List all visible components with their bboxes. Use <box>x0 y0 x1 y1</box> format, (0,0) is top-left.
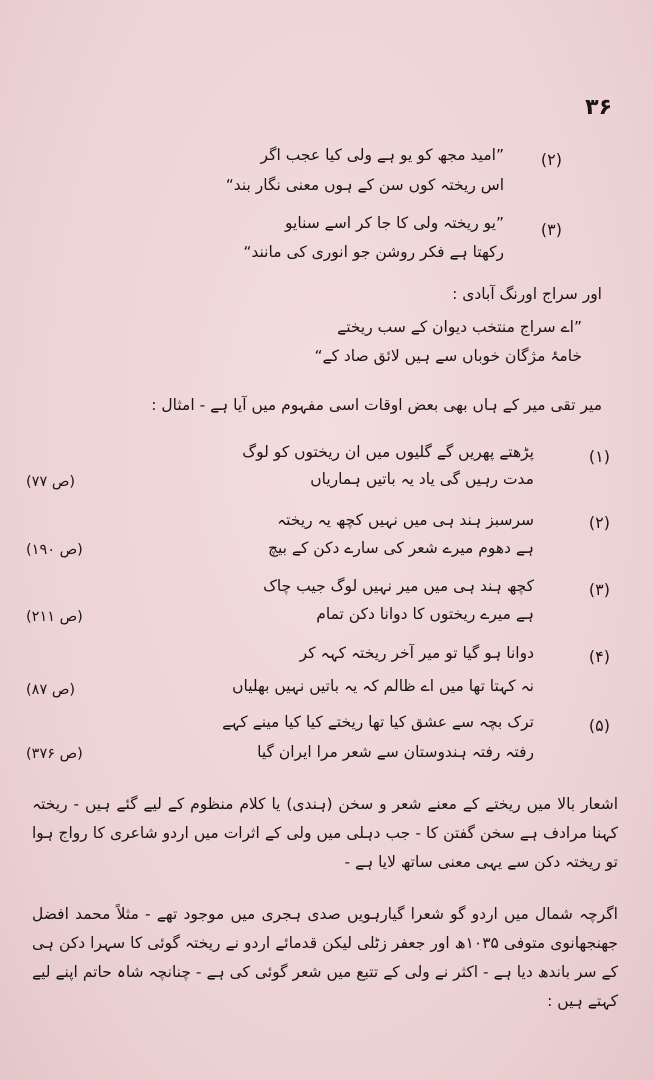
page-reference: (ص ۷۷) <box>26 474 76 490</box>
verse-line: کچھ ہند ہی میں میر نہیں لوگ جیب چاک <box>263 577 534 595</box>
prose-paragraph: اگرچہ شمال میں اردو گو شعرا گیارہویں صدی ہجری میں موجود تھے - مثلاً محمد افضل جھنجھانوی متوفی ۱۰۳۵ھ اور جعفر زٹلی لیکن قدمائے اردو نے ریختہ گوئی کا سہرا دکن ہی کے سر باندھ دیا ہے - اکثر نے ولی کے تتبع میں شعر گوئی کی ہے - چنانچہ شاہ حاتم اپنے لیے کہتے ہیں : <box>32 905 618 1010</box>
verse-line: اس ریختہ کوں سن کے ہوں معنی نگار بند“ <box>225 176 504 194</box>
verse-line: ”یو ریختہ ولی کا جا کر اسے سنایو <box>285 214 504 232</box>
verse-number: (۱) <box>588 447 610 466</box>
verse-number: (۲) <box>540 150 562 169</box>
verse-number: (۵) <box>588 716 610 735</box>
prose-paragraph: اشعار بالا میں ریختے کے معنے شعر و سخن (ہندی) یا کلام منظوم کے لیے گئے ہیں - ریختہ کہنا مرادف ہے سخن گفتن کا - جب دہلی میں ولی کے اثرات میں اردو شاعری کا رواج ہوا تو ریختہ دکن سے یہی معنی ساتھ لایا ہے - <box>32 795 618 871</box>
verse-line: پڑھتے پھریں گے گلیوں میں ان ریختوں کو لوگ <box>242 443 534 461</box>
verse-line: رفتہ رفتہ ہندوستان سے شعر مرا ایران گیا <box>257 743 534 761</box>
verse-line: نہ کہتا تھا میں اے ظالم کہ یہ باتیں نہیں بھلیاں <box>232 677 534 695</box>
verse-line: دوانا ہو گیا تو میر آخر ریختہ کہہ کر <box>299 644 534 662</box>
verse-line: ہے میرے ریختوں کا دوانا دکن تمام <box>316 605 534 623</box>
verse-line: مدت رہیں گی یاد یہ باتیں ہماریاں <box>310 470 534 488</box>
verse-number: (۳) <box>588 580 610 599</box>
page-reference: (ص ۲۱۱) <box>26 609 83 625</box>
verse-line: ”اے سراج منتخب دیوان کے سب ریختے <box>337 318 582 336</box>
page-reference: (ص ۳۷۶) <box>26 746 83 762</box>
mir-intro: میر تقی میر کے ہاں بھی بعض اوقات اسی مفہوم میں آیا ہے - امثال : <box>151 396 602 414</box>
page-number: ۳۶ <box>585 95 612 120</box>
verse-line: سرسبز ہند ہی میں نہیں کچھ یہ ریختہ <box>277 511 534 529</box>
page-reference: (ص ۱۹۰) <box>26 542 83 558</box>
verse-line: خامۂ مژگان خوباں سے ہیں لائق صاد کے“ <box>314 347 582 365</box>
verse-line: ہے دھوم میرے شعر کی سارے دکن کے بیچ <box>267 539 534 557</box>
verse-number: (۳) <box>540 220 562 239</box>
verse-number: (۲) <box>588 513 610 532</box>
verse-line: ترک بچہ سے عشق کیا تھا ریختے کیا کیا مینے کہے <box>222 713 534 731</box>
siraj-heading: اور سراج اورنگ آبادی : <box>452 285 602 303</box>
verse-line: ”امید مجھ کو یو ہے ولی کیا عجب اگر <box>260 146 504 164</box>
verse-line: رکھتا ہے فکر روشن جو انوری کی مانند“ <box>243 243 504 261</box>
page-reference: (ص ۸۷) <box>26 682 76 698</box>
verse-number: (۴) <box>588 647 610 666</box>
